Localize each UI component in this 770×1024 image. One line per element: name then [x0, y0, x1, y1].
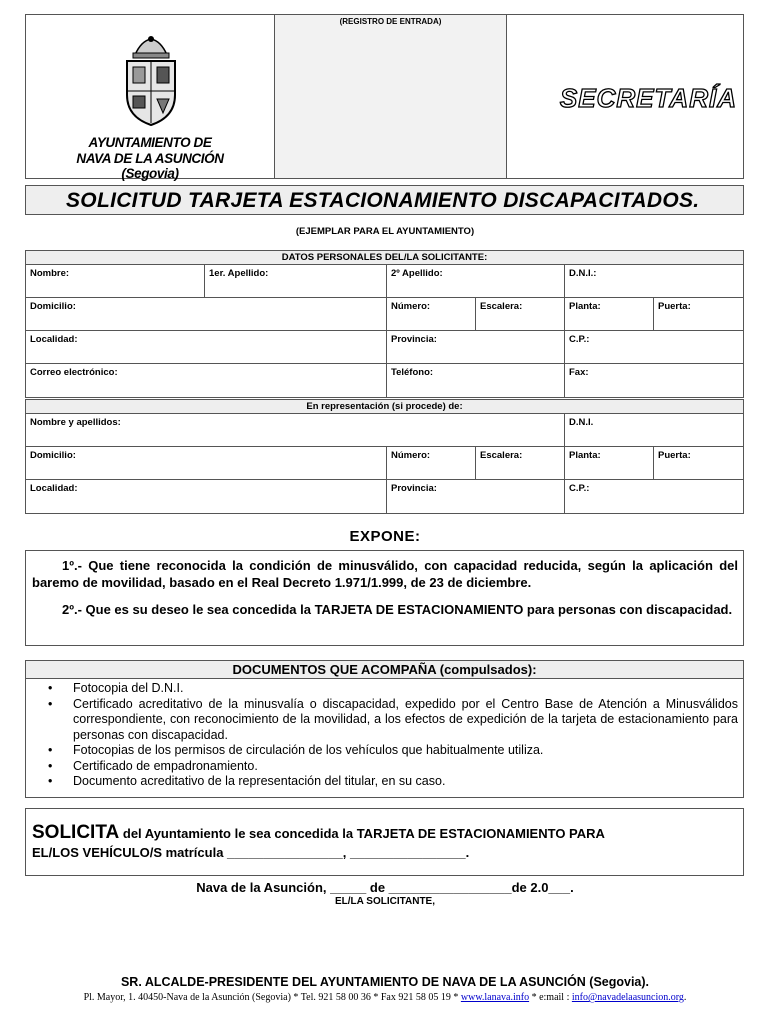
- footer-end: .: [683, 992, 687, 1003]
- rep-nombre-field[interactable]: Nombre y apellidos:: [26, 414, 565, 446]
- dni-field[interactable]: D.N.I.:: [569, 268, 597, 279]
- list-item: • Certificado acreditativo de la minusvalía o discapacidad, expedido por el Centro Base de Atención a Minusválidos correspondiente, con reconocimiento de la movilidad, a los efectos de expedición de la tarjeta de estacionamiento para personas con discapacidad.: [48, 697, 738, 744]
- solicita-line-1: [32, 823, 737, 843]
- correo-field[interactable]: Correo electrónico:: [26, 364, 387, 397]
- cp-field[interactable]: C.P.:: [569, 334, 590, 345]
- muni-line-3: (Segovia): [121, 166, 179, 181]
- list-item: • Fotocopias de los permisos de circulación de los vehículos que habitualmente utiliza.: [48, 743, 738, 759]
- muni-line-1: AYUNTAMIENTO DE: [88, 135, 212, 150]
- telefono-field[interactable]: Teléfono:: [387, 364, 565, 397]
- solicita-box: [25, 808, 744, 876]
- apellido2-field[interactable]: 2º Apellido:: [387, 265, 565, 297]
- form-title: SOLICITUD TARJETA ESTACIONAMIENTO DISCAPACITADOS.: [25, 185, 744, 215]
- footer-email-label: * e:mail :: [529, 992, 572, 1003]
- municipality-name: [26, 135, 274, 182]
- email-link[interactable]: info@navadelaasuncion.org: [571, 992, 684, 1003]
- table-row: [26, 480, 743, 513]
- department-name: SECRETARÍA: [559, 83, 737, 113]
- expone-heading: EXPONE:: [349, 528, 421, 545]
- documents-heading: DOCUMENTOS QUE ACOMPAÑA (compulsados):: [26, 661, 743, 679]
- expone-paragraph-2: 2º.- Que es su deseo le sea concedida la TARJETA DE ESTACIONAMIENTO para personas con discapacidad.: [62, 602, 733, 617]
- solicita-text-1: del Ayuntamiento le sea concedida la TARJETA DE ESTACIONAMIENTO PARA: [119, 826, 605, 841]
- expone-box: [25, 550, 744, 646]
- website-link[interactable]: www.lanava.info: [460, 992, 530, 1003]
- signature-label: EL/LA SOLICITANTE,: [335, 896, 435, 907]
- provincia-field[interactable]: Provincia:: [387, 331, 565, 363]
- rep-puerta-field[interactable]: Puerta:: [658, 450, 691, 461]
- rep-cp-field[interactable]: C.P.:: [569, 483, 590, 494]
- rep-numero-field[interactable]: Número:: [387, 447, 476, 479]
- rep-domicilio-field[interactable]: Domicilio:: [26, 447, 387, 479]
- nombre-field[interactable]: Nombre:: [26, 265, 205, 297]
- documents-box: [25, 660, 744, 798]
- registro-entrada-cell: [275, 15, 507, 178]
- form-subtitle: (EJEMPLAR PARA EL AYUNTAMIENTO): [295, 226, 475, 237]
- solicita-line-2[interactable]: EL/LOS VEHÍCULO/S matrícula ________________, ________________.: [32, 845, 470, 860]
- personal-data-table: [25, 250, 744, 398]
- rep-escalera-field[interactable]: Escalera:: [476, 447, 565, 479]
- localidad-field[interactable]: Localidad:: [26, 331, 387, 363]
- footer-address: Pl. Mayor, 1. 40450-Nava de la Asunción (Segovia) * Tel. 921 58 00 36 * Fax 921 58 05 19 *: [83, 992, 461, 1003]
- domicilio-field[interactable]: Domicilio:: [26, 298, 387, 330]
- documents-list: [26, 679, 743, 790]
- expone-paragraph-1: 1º.- Que tiene reconocida la condición de minusválido, con capacidad reducida, según la aplicación del baremo de movilidad, basado en el Real Decreto 1.971/1.999, de 23 de diciembre.: [32, 558, 738, 590]
- representation-table: [25, 399, 744, 514]
- list-item: • Fotocopia del D.N.I.: [48, 681, 738, 697]
- list-item: • Documento acreditativo de la representación del titular, en su caso.: [48, 774, 738, 790]
- solicita-keyword: SOLICITA: [32, 822, 120, 843]
- rep-provincia-field[interactable]: Provincia:: [387, 480, 565, 513]
- table-row: [26, 364, 743, 397]
- escalera-field[interactable]: Escalera:: [476, 298, 565, 330]
- table-row: [26, 298, 743, 331]
- apellido1-field[interactable]: 1er. Apellido:: [205, 265, 387, 297]
- table-row: [26, 414, 743, 447]
- table-row: [26, 331, 743, 364]
- department-cell: [507, 15, 743, 178]
- representation-heading: En representación (si procede) de:: [26, 400, 743, 414]
- fax-field[interactable]: Fax:: [569, 367, 589, 378]
- rep-planta-field[interactable]: Planta:: [565, 447, 654, 479]
- list-item: • Certificado de empadronamiento.: [48, 759, 738, 775]
- table-row: [26, 265, 743, 298]
- table-row: [26, 447, 743, 480]
- puerta-field[interactable]: Puerta:: [658, 301, 691, 312]
- header-box: [25, 14, 744, 179]
- registro-label: (REGISTRO DE ENTRADA): [339, 17, 442, 26]
- rep-dni-field[interactable]: D.N.I.: [569, 417, 594, 428]
- rep-localidad-field[interactable]: Localidad:: [26, 480, 387, 513]
- addressee: SR. ALCALDE-PRESIDENTE DEL AYUNTAMIENTO DE NAVA DE LA ASUNCIÓN (Segovia).: [120, 975, 650, 989]
- date-line[interactable]: Nava de la Asunción, _____ de _________________de 2.0___.: [196, 880, 574, 895]
- numero-field[interactable]: Número:: [387, 298, 476, 330]
- municipal-logo-cell: [26, 15, 275, 181]
- personal-data-heading: DATOS PERSONALES DEL/LA SOLICITANTE:: [26, 251, 743, 265]
- planta-field[interactable]: Planta:: [565, 298, 654, 330]
- footer: [0, 992, 770, 1003]
- coat-of-arms-icon: [121, 33, 181, 128]
- muni-line-2: NAVA DE LA ASUNCIÓN: [76, 150, 224, 166]
